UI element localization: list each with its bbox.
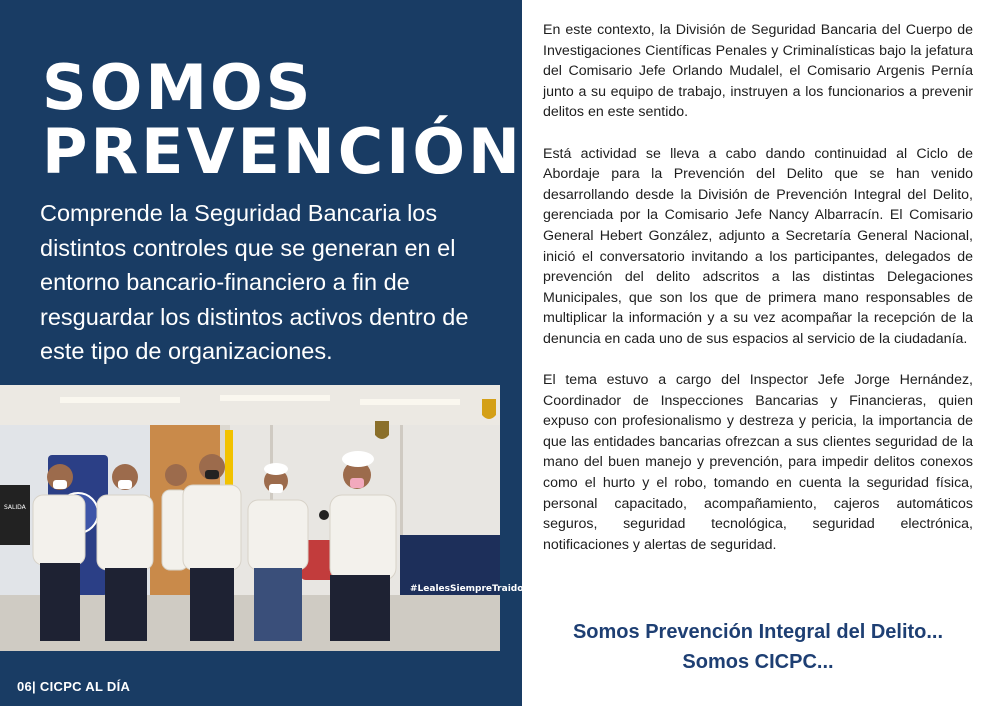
intro-text: Comprende la Seguridad Bancaria los distintos controles que se generan en el entorno bancario-financiero a fin de resguardar los distintos activos dentro de este tipo de organizaciones. [40,200,469,364]
closing-slogan [540,617,976,677]
group-photo-illustration [0,385,540,651]
title-line-1: SOMOS [42,51,314,124]
page-title [42,51,523,188]
article-paragraph: El tema estuvo a cargo del Inspector Jefe Jorge Hernández, Coordinador de Inspecciones Bancarias y Financieras, quien expuso con profesionalismo y destreza y pericia, la importancia de que las entidades bancarias ofrezcan a sus clientes seguridad de la mano del buen manejo y prevención, para impedir delitos conexos como el hurto y el robo, tomando en cuenta la seguridad física, personal capacitado, acompañamiento, cajeros automáticos seguros, seguridad tecnológica, seguridad electrónica, notificaciones y alertas de seguridad. [543,372,973,553]
group-photo [0,385,540,651]
closing-line-2: Somos CICPC... [682,651,834,673]
closing-line-1: Somos Prevención Integral del Delito... [572,621,944,643]
photo-banner-text: #LealesSiempreTraidores [410,584,540,594]
article-body [543,20,973,576]
sign-text: SALIDA [4,504,26,511]
title-line-2: PREVENCIÓN [42,115,523,188]
page-footer: 06| CICPC AL DÍA [17,679,131,694]
article-paragraph: Está actividad se lleva a cabo dando continuidad al Ciclo de Abordaje para la Prevención del Delito que se han venido desarrollando desde la División de Prevención Integral del Delito, gerenciada por la Comisario Jefe Nancy Albarracín. El Comisario General Hebert González, adjunto a Secretaría General Nacional, inició el conversatorio invitando a los participantes, delegados de prevención del delito adscritos a las distintas Delegaciones Municipales, que son los que de primera mano responsables de multiplicar la información y a su vez acompañar la recepción de la denuncia en cada uno de sus espacios al servicio de la ciudadanía. [543,145,973,347]
article-paragraph: En este contexto, la División de Seguridad Bancaria del Cuerpo de Investigaciones Científicas Penales y Criminalísticas bajo la jefatura del Comisario Jefe Orlando Mudalel, el Comisario Argenis Pernía junto a su equipo de trabajo, instruyen a los funcionarios a prevenir delitos en este sentido. [543,22,973,121]
